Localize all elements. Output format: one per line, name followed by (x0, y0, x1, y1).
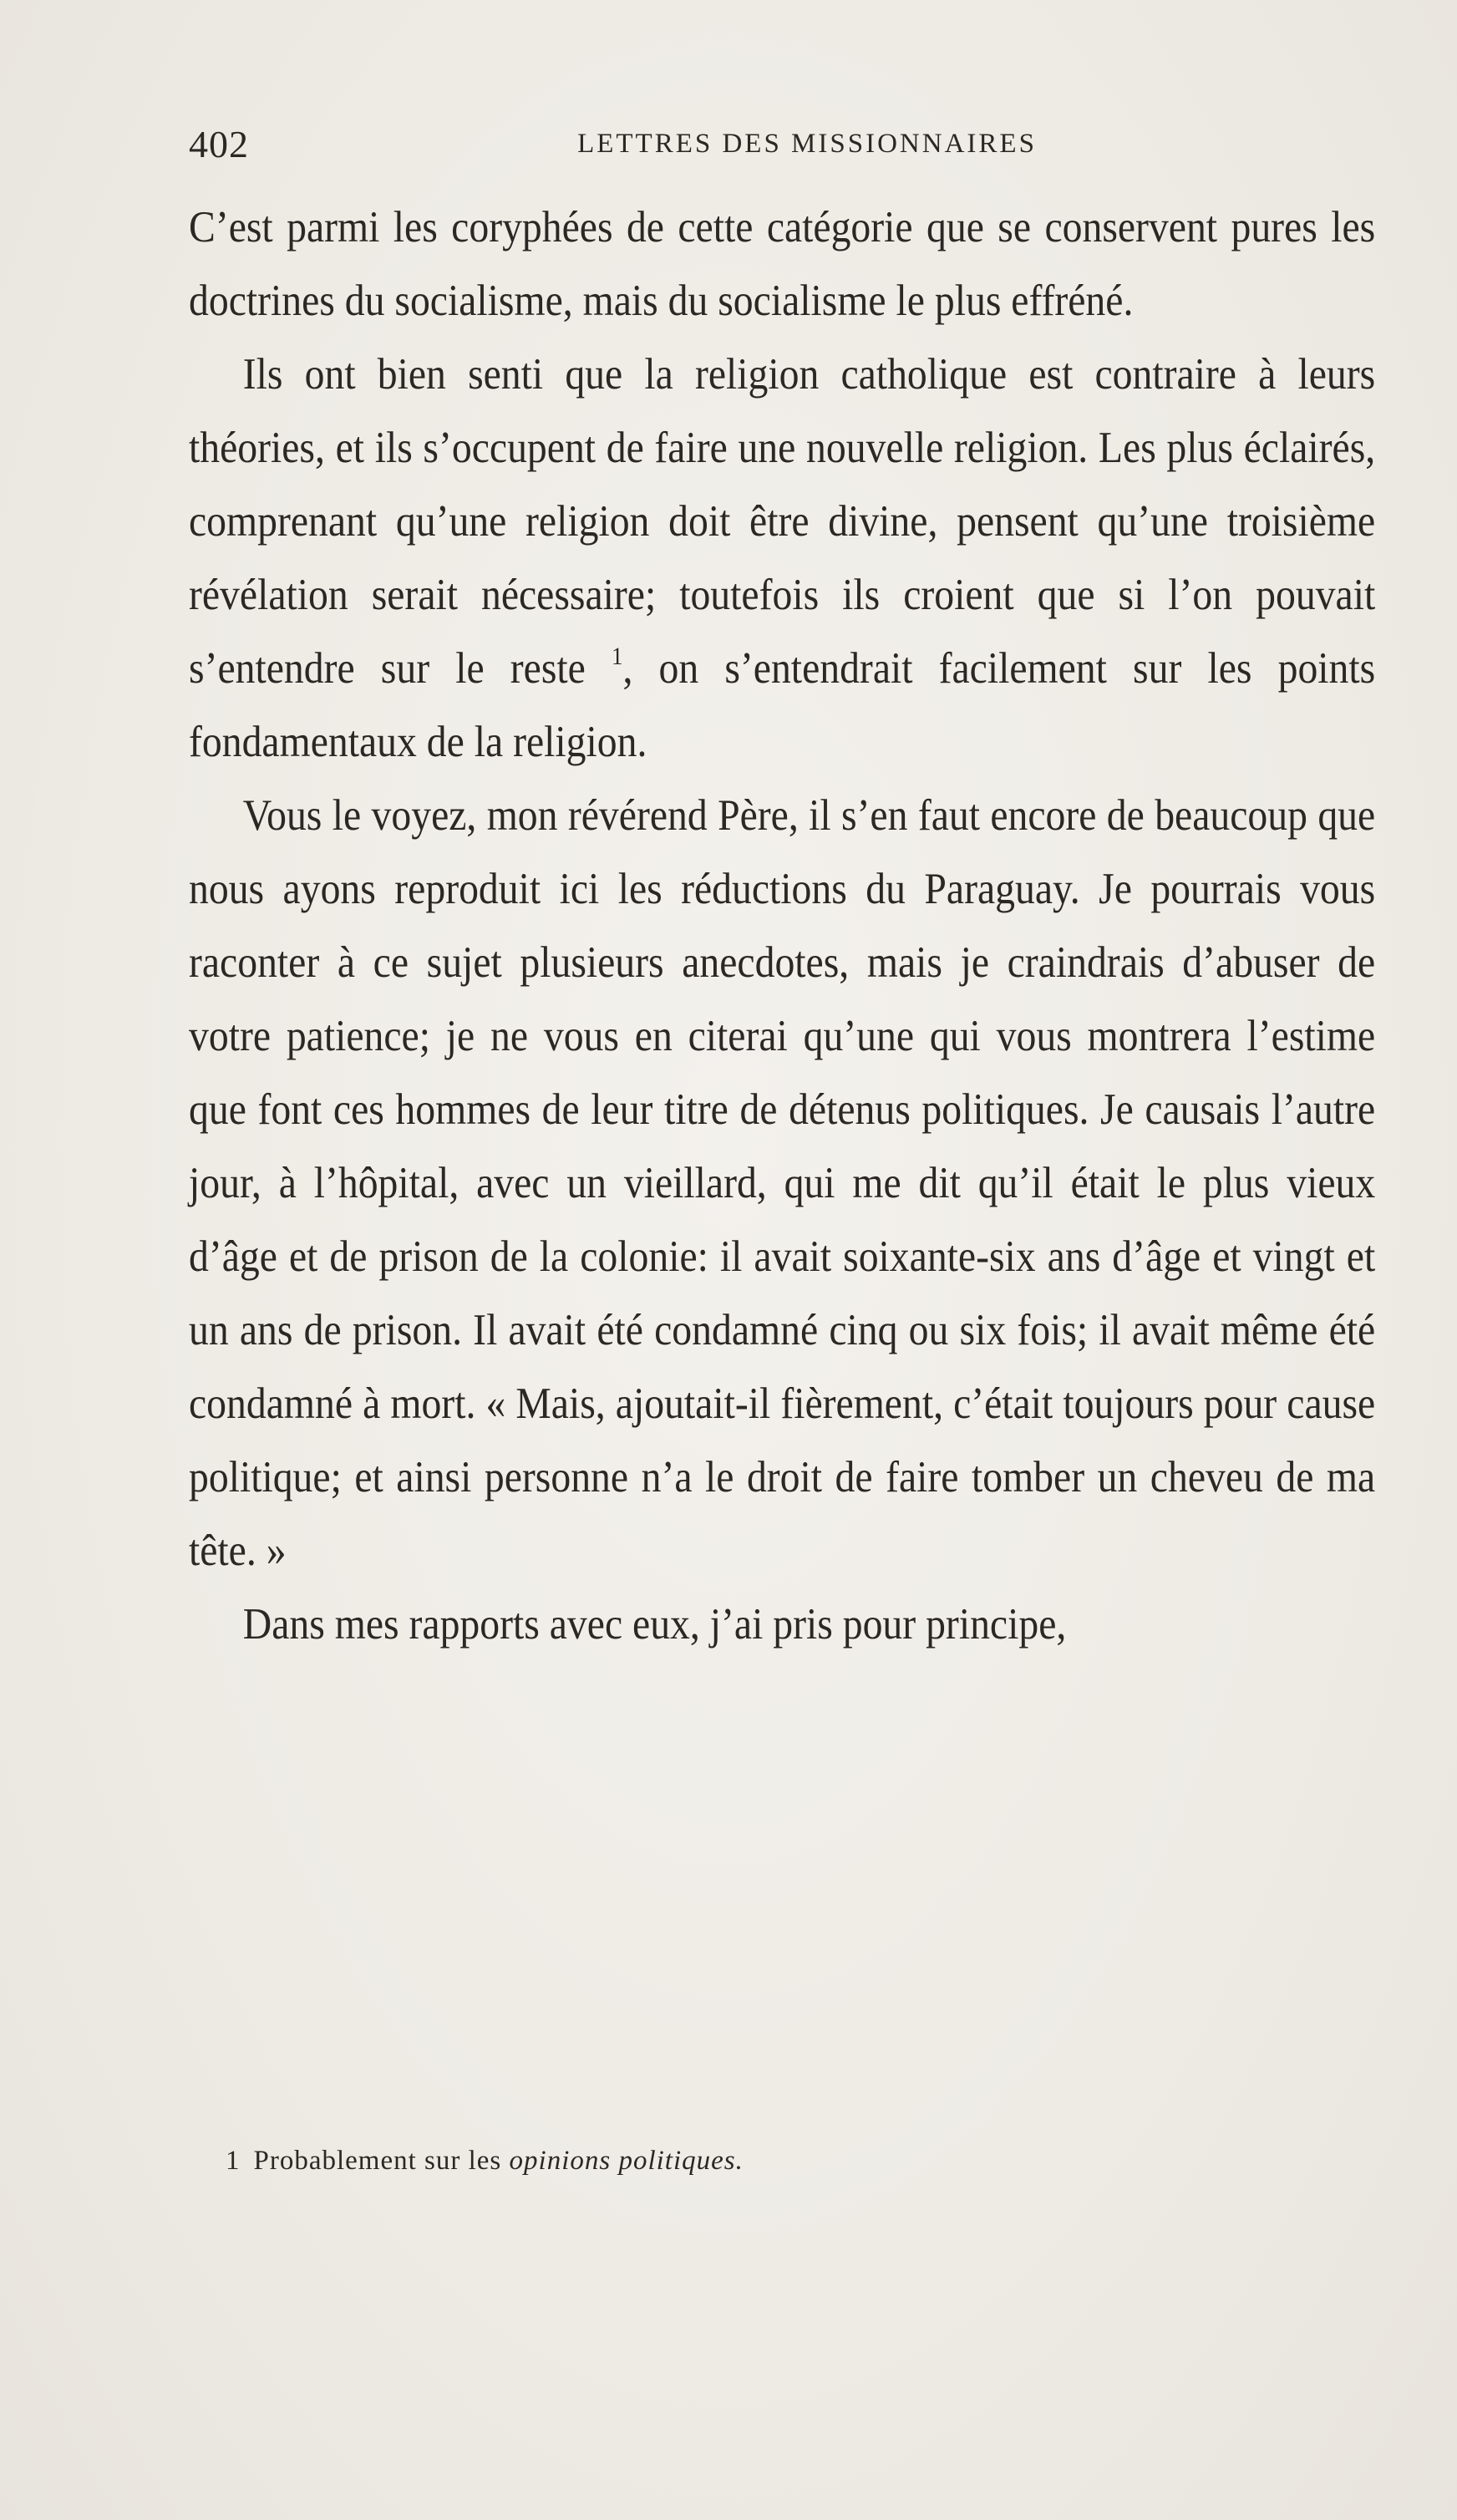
paragraph-2-text-after-note: , on s’entendrait facilement sur les points fondamentaux de la religion. (189, 644, 1376, 766)
paragraph-2-text-before-note: Ils ont bien senti que la religion catholique est contraire à leurs théories, et ils s’occupent de faire une nouvelle religion. Les plus éclairés, comprenant qu’une religion doit être divine, pensent qu’une troisième révélation serait nécessaire; toutefois ils croient que si l’on pouvait s’entendre sur le reste (189, 350, 1376, 693)
footnote-number: 1 (226, 2146, 241, 2176)
running-title: LETTRES DES MISSIONNAIRES (577, 129, 1037, 159)
paragraph-4: Dans mes rapports avec eux, j’ai pris pour principe, (242, 1600, 1067, 1649)
footnote-reference: 1 (611, 643, 623, 670)
footnote-text: Probablement sur les (253, 2146, 502, 2176)
body-text (189, 191, 1375, 1661)
footnote-italic-text: opinions politiques. (509, 2146, 744, 2176)
page-header (189, 122, 1375, 172)
footnote (226, 2146, 744, 2177)
paragraph-1: C’est parmi les coryphées de cette catégorie que se conservent pures les doctrines du socialisme, mais du socialisme le plus effréné. (189, 203, 1376, 325)
paragraph-2 (189, 338, 1375, 779)
paragraph-3: Vous le voyez, mon révérend Père, il s’en faut encore de beaucoup que nous ayons reproduit ici les réductions du Paraguay. Je pourrais vous raconter à ce sujet plusieurs anecdotes, mais je craindrais d’abuser de votre patience; je ne vous en citerai qu’une qui vous montrera l’estime que font ces hommes de leur titre de détenus politiques. Je causais l’autre jour, à l’hôpital, avec un vieillard, qui me dit qu’il était le plus vieux d’âge et de prison de la colonie: il avait soixante-six ans d’âge et vingt et un ans de prison. Il avait été condamné cinq ou six fois; il avait même été condamné à mort. « Mais, ajoutait-il fièrement, c’était toujours pour cause politique; et ainsi personne n’a le droit de faire tomber un cheveu de ma tête. » (189, 791, 1376, 1575)
page-number: 402 (189, 123, 249, 165)
